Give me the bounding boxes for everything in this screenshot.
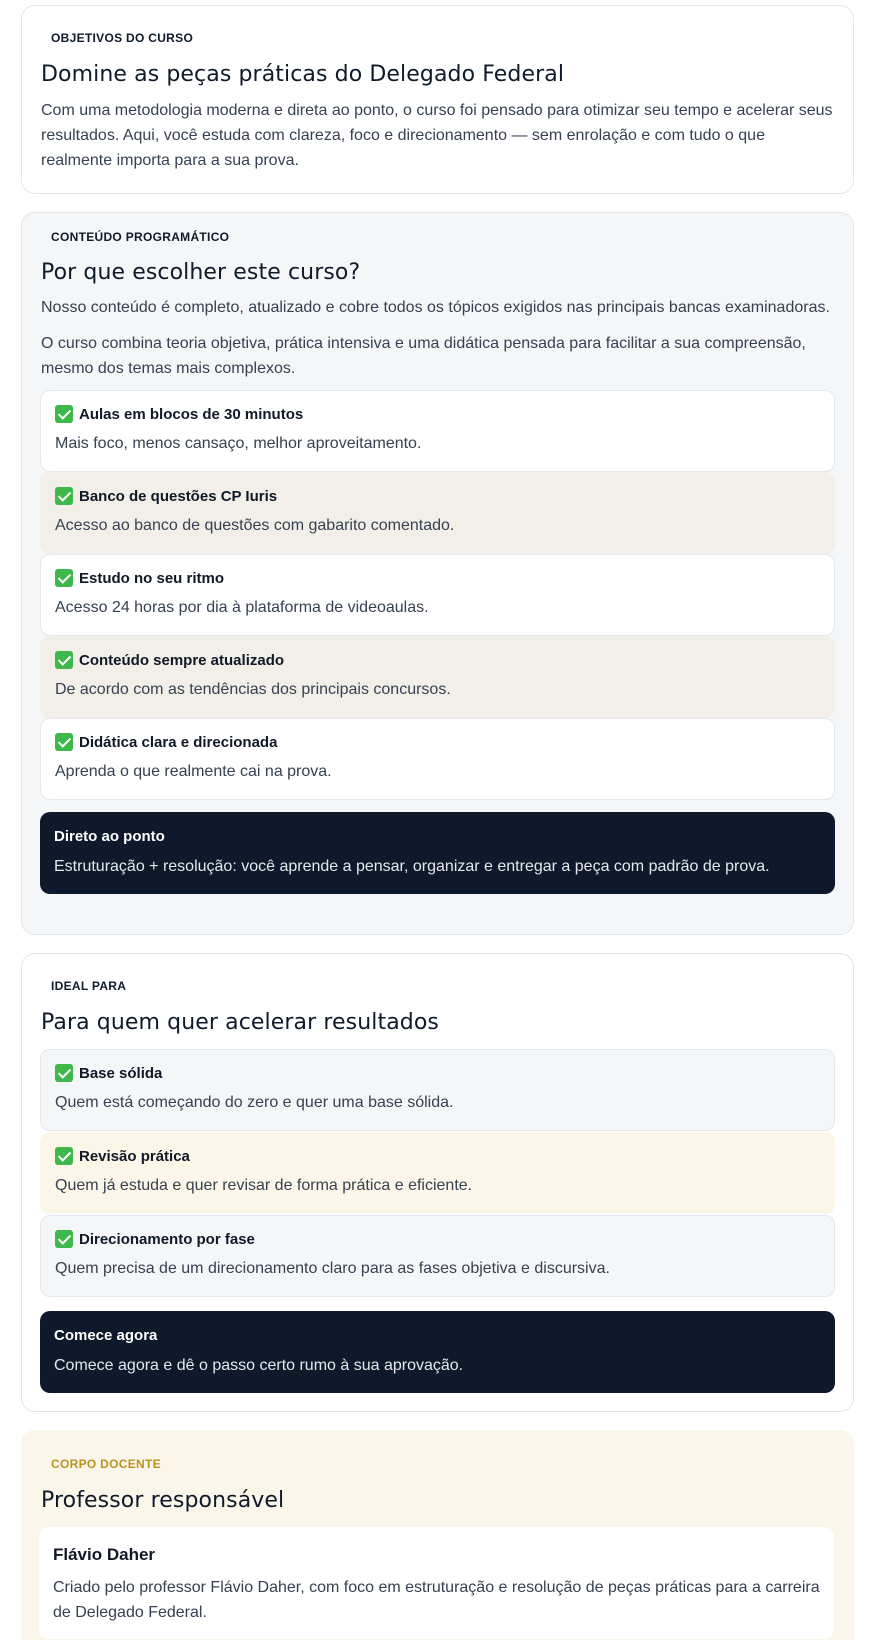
audience-desc: Quem precisa de um direcionamento claro para as fases objetiva e discursiva. [55,1260,610,1277]
check-icon [55,405,73,423]
feature-title: Didática clara e direcionada [79,733,278,751]
feature-card [40,390,835,472]
section-eyebrow: OBJETIVOS DO CURSO [51,31,194,45]
feature-card [40,636,835,718]
highlight-card [40,812,835,894]
professor-card [39,1527,834,1639]
audience-card [40,1049,835,1131]
feature-desc: Acesso ao banco de questões com gabarito comentado. [55,517,455,534]
audience-desc: Quem está começando do zero e quer uma base sólida. [55,1094,454,1111]
highlight-title: Direto ao ponto [54,828,165,845]
section-docente [21,1430,854,1640]
section-eyebrow: CONTEÚDO PROGRAMÁTICO [51,230,230,244]
section-ideal [21,953,854,1412]
section-eyebrow: CORPO DOCENTE [51,1457,161,1471]
feature-title: Estudo no seu ritmo [79,569,225,587]
section-eyebrow: IDEAL PARA [51,979,127,993]
audience-title: Base sólida [79,1064,163,1082]
section-objetivos [21,5,854,194]
section-title: Por que escolher este curso? [41,260,361,285]
feature-desc: Mais foco, menos cansaço, melhor aproveitamento. [55,435,422,452]
cta-title: Comece agora [54,1327,158,1344]
check-icon [55,733,73,751]
check-icon [55,651,73,669]
professor-desc: Criado pelo professor Flávio Daher, com foco em estruturação e resolução de peças práticas para a carreira de Delegado Federal. [53,1579,820,1621]
audience-card [40,1215,835,1297]
section-title: Professor responsável [41,1488,285,1513]
feature-card [40,472,835,554]
section-title: Domine as peças práticas do Delegado Federal [41,62,565,87]
feature-desc: Acesso 24 horas por dia à plataforma de videoaulas. [55,599,429,616]
section-text: O curso combina teoria objetiva, prática intensiva e uma didática pensada para facilitar a sua compreensão, mesmo dos temas mais complexos. [41,335,806,377]
check-icon [55,1147,73,1165]
feature-title: Banco de questões CP Iuris [79,487,278,505]
cta-desc: Comece agora e dê o passo certo rumo à sua aprovação. [54,1357,464,1374]
highlight-desc: Estruturação + resolução: você aprende a pensar, organizar e entregar a peça com padrão de prova. [54,858,770,875]
section-text: Com uma metodologia moderna e direta ao ponto, o curso foi pensado para otimizar seu tempo e acelerar seus resultados. Aqui, você estuda com clareza, foco e direcionamento — sem enrolação e com tudo o que realmente importa para a sua prova. [41,102,833,169]
audience-desc: Quem já estuda e quer revisar de forma prática e eficiente. [55,1177,473,1194]
professor-name: Flávio Daher [53,1545,156,1564]
section-text: Nosso conteúdo é completo, atualizado e cobre todos os tópicos exigidos nas principais bancas examinadoras. [41,299,830,316]
feature-card [40,554,835,636]
check-icon [55,487,73,505]
feature-title: Aulas em blocos de 30 minutos [79,405,304,423]
audience-title: Direcionamento por fase [79,1230,255,1248]
feature-title: Conteúdo sempre atualizado [79,651,285,669]
audience-title: Revisão prática [79,1147,190,1165]
check-icon [55,1064,73,1082]
cta-card[interactable] [40,1311,835,1393]
check-icon [55,569,73,587]
section-title: Para quem quer acelerar resultados [41,1010,439,1035]
section-conteudo [21,212,854,935]
check-icon [55,1230,73,1248]
audience-card [40,1132,835,1214]
feature-desc: Aprenda o que realmente cai na prova. [55,763,332,780]
feature-desc: De acordo com as tendências dos principais concursos. [55,681,451,698]
feature-card [40,718,835,800]
